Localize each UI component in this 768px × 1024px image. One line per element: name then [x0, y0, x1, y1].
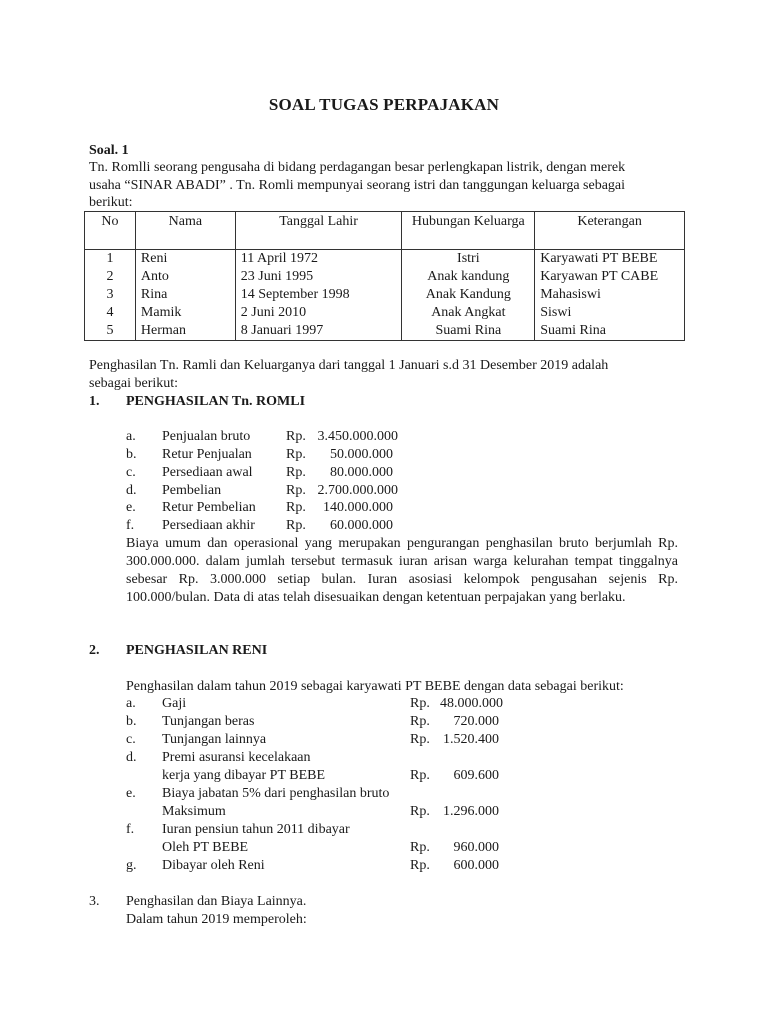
- item-letter: c.: [126, 732, 136, 747]
- cell-no: 5: [85, 322, 136, 341]
- item-currency: Rp.: [410, 768, 430, 783]
- table-header-row: [85, 212, 685, 250]
- item-currency: Rp.: [410, 696, 430, 711]
- intro-line-2: usaha “SINAR ABADI” . Tn. Romli mempunyai seorang istri dan tanggungan keluarga sebagai: [89, 178, 626, 193]
- item-label: Premi asuransi kecelakaan: [162, 750, 311, 765]
- section2-number: 2.: [89, 643, 100, 658]
- item-letter: d.: [126, 750, 137, 765]
- cell-tanggal: 8 Januari 1997: [235, 322, 402, 341]
- item-amount: 60.000.000: [330, 518, 393, 533]
- header-no: No: [85, 212, 136, 250]
- table-row: [85, 286, 685, 304]
- item-letter: b.: [126, 714, 137, 729]
- item-amount: 80.000.000: [330, 465, 393, 480]
- item-letter: f.: [126, 822, 135, 837]
- cell-no: 2: [85, 268, 136, 286]
- item-currency: Rp.: [286, 500, 306, 515]
- section1-number: 1.: [89, 394, 100, 409]
- cell-hubungan: Anak kandung: [402, 268, 535, 286]
- item-currency: Rp.: [286, 518, 306, 533]
- section2-heading: PENGHASILAN RENI: [126, 643, 268, 658]
- item-currency: Rp.: [410, 804, 430, 819]
- table-row: [85, 250, 685, 269]
- item-currency: Rp.: [410, 714, 430, 729]
- item-letter: f.: [126, 518, 135, 533]
- item-amount: 960.000: [453, 840, 499, 855]
- page-title: SOAL TUGAS PERPAJAKAN: [268, 95, 500, 114]
- soal-label: Soal. 1: [89, 143, 129, 158]
- item-label-cont: Maksimum: [162, 804, 226, 819]
- item-letter: c.: [126, 465, 136, 480]
- item-currency: Rp.: [286, 429, 306, 444]
- cell-tanggal: 2 Juni 2010: [235, 304, 402, 322]
- item-label-cont: kerja yang dibayar PT BEBE: [162, 768, 326, 783]
- item-letter: e.: [126, 786, 136, 801]
- item-label-cont: Oleh PT BEBE: [162, 840, 249, 855]
- item-label: Tunjangan beras: [162, 714, 255, 729]
- section3-line-2: Dalam tahun 2019 memperoleh:: [126, 912, 307, 927]
- section1-note: Biaya umum dan operasional yang merupakan pengurangan penghasilan bruto berjumlah Rp. 300.000.000. dalam jumlah tersebut termasuk iuran arisan warga kelurahan tempat tinggalnya sebesar Rp. 3.000.000 setiap bulan. Iuran asosiasi kelompok pengusahan sejenis Rp. 100.000/bulan. Data di atas telah disesuaikan dengan ketentuan perpajakan yang berlaku.: [126, 536, 678, 605]
- item-currency: Rp.: [410, 840, 430, 855]
- family-table: [84, 211, 685, 341]
- section2-intro: Penghasilan dalam tahun 2019 sebagai karyawati PT BEBE dengan data sebagai berikut:: [126, 679, 624, 694]
- item-letter: a.: [126, 429, 136, 444]
- intro-line-1: Tn. Romlli seorang pengusaha di bidang perdagangan besar perlengkapan listrik, dengan merek: [89, 160, 626, 175]
- item-amount: 48.000.000: [440, 696, 503, 711]
- cell-keterangan: Siswi: [535, 304, 685, 322]
- cell-hubungan: Suami Rina: [402, 322, 535, 341]
- section3-number: 3.: [89, 894, 100, 909]
- item-letter: b.: [126, 447, 137, 462]
- section3-line-1: Penghasilan dan Biaya Lainnya.: [126, 894, 307, 909]
- cell-nama: Mamik: [135, 304, 235, 322]
- item-label: Iuran pensiun tahun 2011 dibayar: [162, 822, 350, 837]
- cell-tanggal: 23 Juni 1995: [235, 268, 402, 286]
- item-amount: 720.000: [453, 714, 499, 729]
- item-letter: a.: [126, 696, 136, 711]
- item-currency: Rp.: [286, 447, 306, 462]
- item-label: Tunjangan lainnya: [162, 732, 267, 747]
- item-label: Pembelian: [162, 483, 222, 498]
- item-currency: Rp.: [286, 465, 306, 480]
- item-label: Retur Pembelian: [162, 500, 256, 515]
- item-currency: Rp.: [410, 732, 430, 747]
- item-label: Persediaan awal: [162, 465, 253, 480]
- cell-nama: Reni: [135, 250, 235, 269]
- paragraph1-line-2: sebagai berikut:: [89, 376, 179, 391]
- item-amount: 600.000: [453, 858, 499, 873]
- item-label: Dibayar oleh Reni: [162, 858, 265, 873]
- cell-tanggal: 14 September 1998: [235, 286, 402, 304]
- item-label: Persediaan akhir: [162, 518, 255, 533]
- intro-line-3: berikut:: [89, 195, 133, 210]
- section1-heading: PENGHASILAN Tn. ROMLI: [126, 394, 306, 409]
- item-currency: Rp.: [410, 858, 430, 873]
- cell-keterangan: Karyawan PT CABE: [535, 268, 685, 286]
- cell-keterangan: Suami Rina: [535, 322, 685, 341]
- item-letter: d.: [126, 483, 137, 498]
- header-hubungan-keluarga: Hubungan Keluarga: [402, 212, 535, 250]
- cell-no: 3: [85, 286, 136, 304]
- item-label: Penjualan bruto: [162, 429, 251, 444]
- cell-hubungan: Anak Kandung: [402, 286, 535, 304]
- header-nama: Nama: [135, 212, 235, 250]
- cell-nama: Rina: [135, 286, 235, 304]
- item-letter: e.: [126, 500, 136, 515]
- item-amount: 1.296.000: [443, 804, 499, 819]
- cell-nama: Anto: [135, 268, 235, 286]
- cell-keterangan: Karyawati PT BEBE: [535, 250, 685, 269]
- item-currency: Rp.: [286, 483, 306, 498]
- item-label: Gaji: [162, 696, 187, 711]
- item-amount: 1.520.400: [443, 732, 499, 747]
- item-label: Biaya jabatan 5% dari penghasilan bruto: [162, 786, 390, 801]
- item-amount: 3.450.000.000: [317, 429, 398, 444]
- cell-nama: Herman: [135, 322, 235, 341]
- paragraph1-line-1: Penghasilan Tn. Ramli dan Keluarganya dari tanggal 1 Januari s.d 31 Desember 2019 adalah: [89, 358, 609, 373]
- cell-keterangan: Mahasiswi: [535, 286, 685, 304]
- item-amount: 2.700.000.000: [317, 483, 398, 498]
- cell-no: 1: [85, 250, 136, 269]
- item-letter: g.: [126, 858, 137, 873]
- cell-hubungan: Anak Angkat: [402, 304, 535, 322]
- cell-tanggal: 11 April 1972: [235, 250, 402, 269]
- table-row: [85, 268, 685, 286]
- header-keterangan: Keterangan: [535, 212, 685, 250]
- cell-hubungan: Istri: [402, 250, 535, 269]
- table-row: [85, 322, 685, 341]
- header-tanggal-lahir: Tanggal Lahir: [235, 212, 402, 250]
- table-row: [85, 304, 685, 322]
- cell-no: 4: [85, 304, 136, 322]
- item-label: Retur Penjualan: [162, 447, 252, 462]
- item-amount: 140.000.000: [323, 500, 393, 515]
- item-amount: 50.000.000: [330, 447, 393, 462]
- item-amount: 609.600: [453, 768, 499, 783]
